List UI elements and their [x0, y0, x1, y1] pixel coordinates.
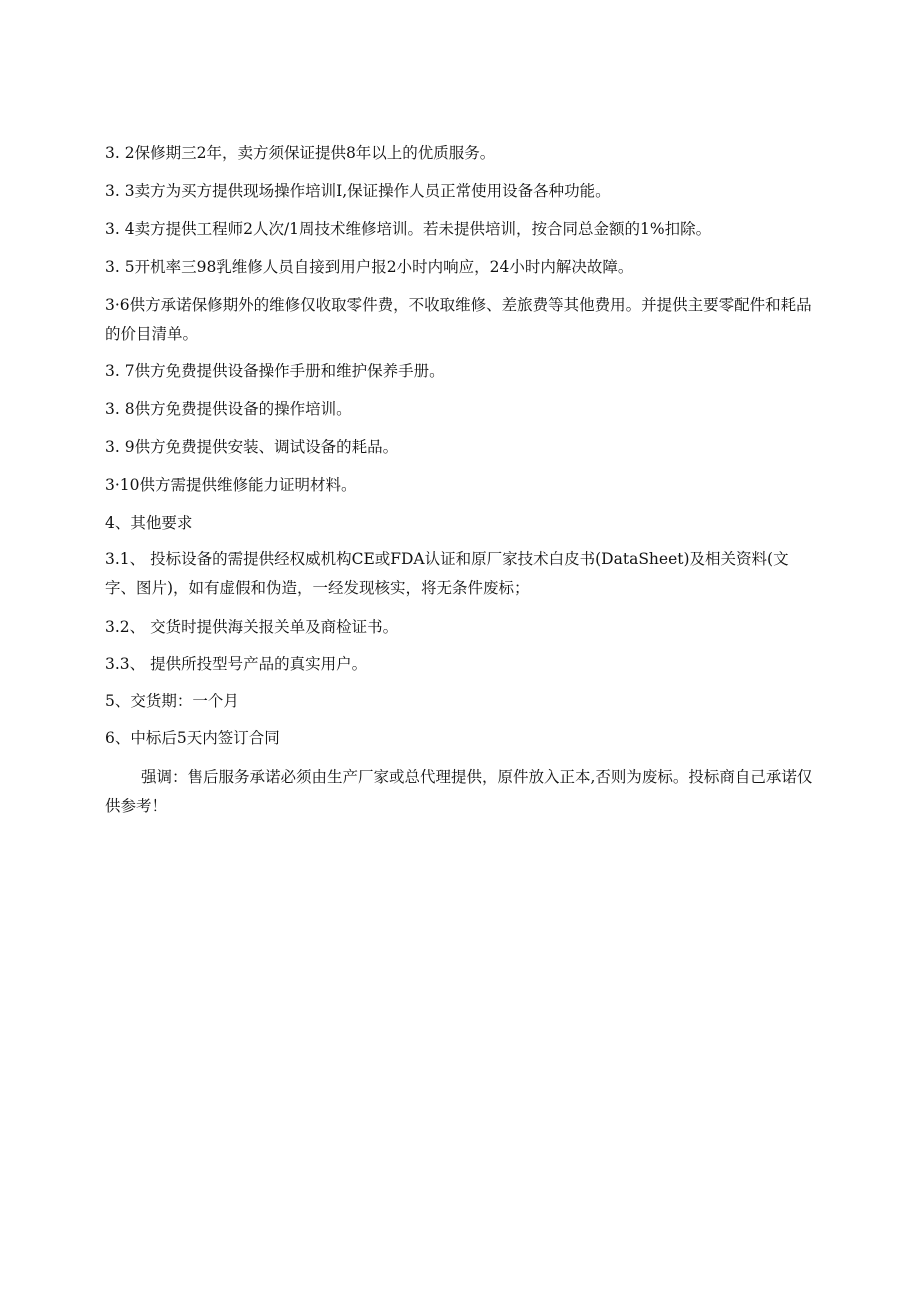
requirement-3-3: 3.3、 提供所投型号产品的真实用户。 — [105, 655, 368, 673]
section-5-delivery: 5、交货期：一个月 — [105, 692, 239, 710]
clause-3-5: 3. 5开机率三98乳维修人员自接到用户报2小时内响应，24小时内解决故障。 — [105, 258, 634, 276]
emphasis-note: 强调：售后服务承诺必须由生产厂家或总代理提供，原件放入正本,否则为废标。投标商自己承诺仅供参考！ — [105, 768, 813, 815]
clause-3-9: 3. 9供方免费提供安装、调试设备的耗品。 — [105, 438, 399, 456]
clause-3-2: 3. 2保修期三2年，卖方须保证提供8年以上的优质服务。 — [105, 144, 496, 162]
requirement-3-1: 3.1、 投标设备的需提供经权威机构CE或FDA认证和原厂家技术白皮书(DataSheet)及相关资料(文字、图片)，如有虚假和伪造，一经发现核实，将无条件废标； — [105, 550, 789, 597]
clause-3-6: 3·6供方承诺保修期外的维修仅收取零件费，不收取维修、差旅费等其他费用。并提供主要零配件和耗品的价目清单。 — [105, 296, 812, 343]
requirement-3-2: 3.2、 交货时提供海关报关单及商检证书。 — [105, 618, 399, 636]
clause-3-4: 3. 4卖方提供工程师2人次/1周技术维修培训。若未提供培训，按合同总金额的1%扣除。 — [105, 220, 712, 238]
clause-3-8: 3. 8供方免费提供设备的操作培训。 — [105, 400, 352, 418]
clause-3-3: 3. 3卖方为买方提供现场操作培训I,保证操作人员正常使用设备各种功能。 — [105, 182, 611, 200]
section-4-heading: 4、其他要求 — [105, 514, 193, 532]
section-6-contract: 6、中标后5天内签订合同 — [105, 729, 280, 747]
clause-3-7: 3. 7供方免费提供设备操作手册和维护保养手册。 — [105, 362, 445, 380]
clause-3-10: 3·10供方需提供维修能力证明材料。 — [105, 476, 357, 494]
